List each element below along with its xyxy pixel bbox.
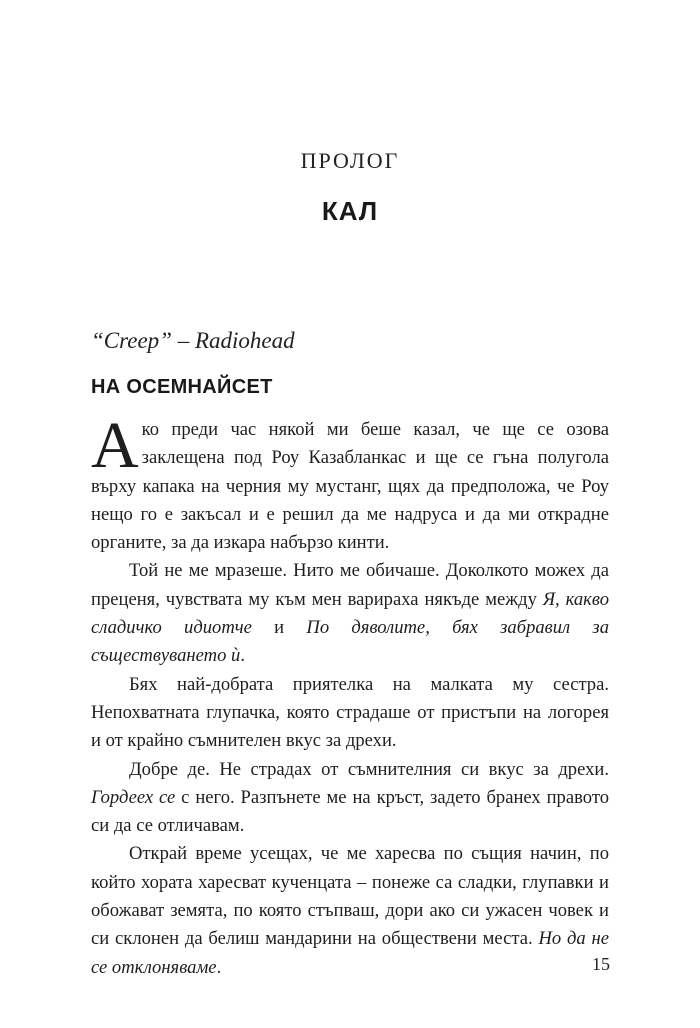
chapter-label: ПРОЛОГ xyxy=(300,148,400,173)
paragraph-4-start: Добре де. Не страдах от съмнителния си вкус за дрехи. xyxy=(129,758,609,780)
page-number: 15 xyxy=(592,954,610,974)
paragraph-5-italic: Но да не се отклоняваме xyxy=(91,928,609,978)
song-epigraph: “Creep” – Radiohead xyxy=(91,328,295,353)
section-heading: НА ОСЕМНАЙСЕТ xyxy=(91,376,273,398)
paragraph-1-text: ко преди час някой ми беше казал, че ще се озова заклещена под Роу Казабланкас и ще се гъна полугола върху капака на черния му мустанг, щях да предположа, че Роу нещо го е закъсал и е решил да ме надруса и да ми открадне органите, за да изкара набързо кинти. xyxy=(91,419,609,554)
paragraph-5 xyxy=(91,840,609,981)
paragraph-2-italic-1: Я, какво сладичко идиотче xyxy=(91,588,609,639)
paragraph-2-mid: и xyxy=(251,617,307,639)
paragraph-4-end: с него. Разпънете ме на кръст, задето бранех правото си да се отличавам. xyxy=(91,786,609,837)
chapter-title: КАЛ xyxy=(321,196,379,226)
paragraph-2-text: Той не ме мразеше. Нито ме обичаше. Доколкото можех да преценя, чувствата му към мен варираха някъде между xyxy=(91,560,609,610)
paragraph-5-text: Открай време усещах, че ме харесва по същия начин, по който хората харесват кученцата – понеже са сладки, глупавки и обожават земята, по която стъпваш, дори ако си ужасен човек и си склонен да белиш мандарини на обществени места. xyxy=(91,843,609,950)
body-text xyxy=(91,409,609,982)
paragraph-4 xyxy=(91,756,609,841)
paragraph-5-end: . xyxy=(216,956,222,978)
paragraph-2-italic-2: По дяволите, бях забравил за съществуването ѝ xyxy=(91,617,609,667)
paragraph-4-italic: Гордеех се xyxy=(91,786,176,808)
drop-cap: А xyxy=(91,409,139,482)
paragraph-2-end: . xyxy=(240,645,245,667)
paragraph-3 xyxy=(91,671,609,756)
paragraph-2 xyxy=(91,557,609,670)
paragraph-1 xyxy=(91,409,609,557)
paragraph-3-text: Бях най-добрата приятелка на малката му сестра. Непохватната глупачка, която страдаше от пристъпи на логорея и от крайно съмнителен вкус за дрехи. xyxy=(91,673,609,752)
